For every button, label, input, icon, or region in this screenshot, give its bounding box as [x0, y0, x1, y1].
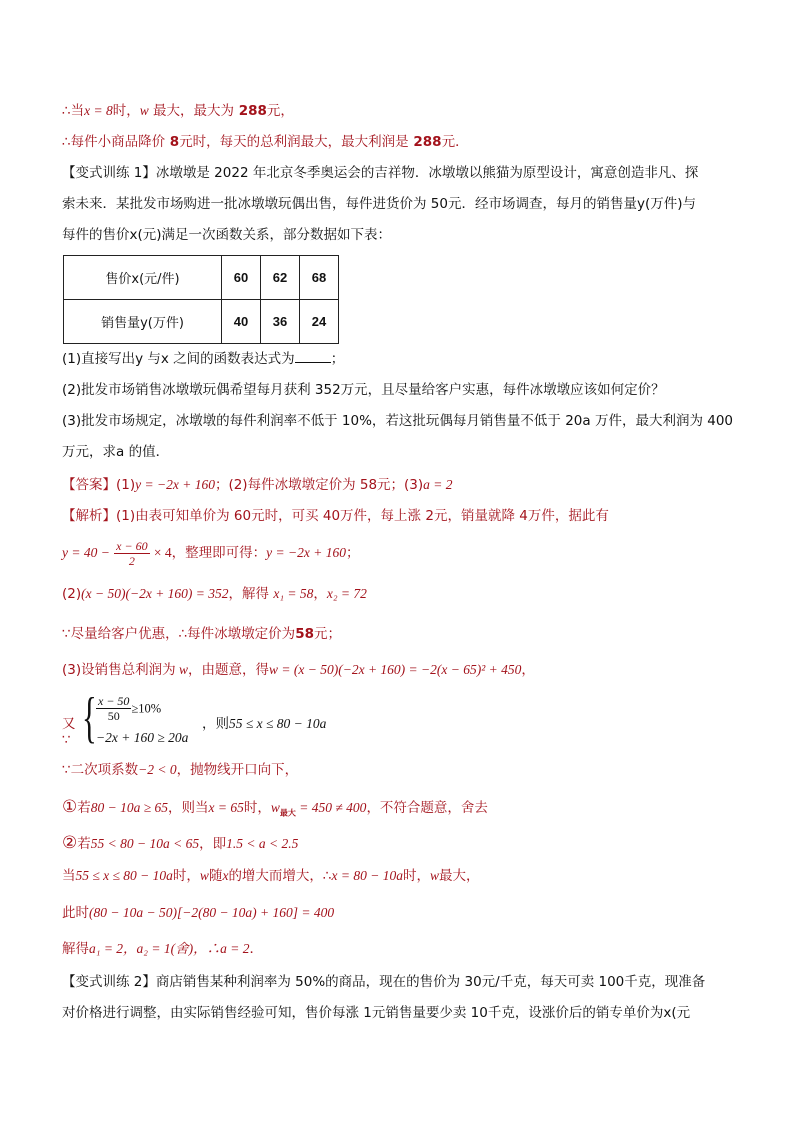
analysis-line-9: 解得a₁ = 2，a₂ = 1(舍)，∴a = 2． — [62, 941, 263, 957]
table-cell: 40 — [222, 300, 261, 344]
table-cell: 68 — [300, 256, 339, 300]
table-cell: 60 — [222, 256, 261, 300]
problem2-line-2: 对价格进行调整，由实际销售经验可知，售价每涨 1元销售量要少卖 10千克，设涨价后的销专单价为x(元 — [62, 1005, 691, 1021]
question-3-line-1: (3)批发市场规定，冰墩墩的每件利润率不低于 10%，若这批玩偶每月销售量不低于 20a 万件，最大利润为 400 — [62, 413, 734, 429]
analysis-line-3: (2)(x − 50)(−2x + 160) = 352，解得 x₁ = 58，x₂ = 72 — [62, 586, 367, 602]
answer-tag: 【答案】 — [62, 477, 116, 493]
problem1-tag: 【变式训练 1】 — [62, 165, 156, 181]
table-row — [64, 256, 339, 300]
table-cell: 24 — [300, 300, 339, 344]
analysis-line-8: 此时(80 − 10a − 50)[−2(80 − 10a) + 160] = 400 — [62, 905, 335, 921]
analysis-line-4: ∵尽量给客户优惠，∴每件冰墩墩定价为58元； — [62, 626, 341, 642]
price-sales-table — [63, 255, 339, 344]
case-2: ②若55 < 80 − 10a < 65，即1.5 < a < 2.5 — [62, 833, 299, 853]
table-cell: 36 — [261, 300, 300, 344]
table-row — [64, 300, 339, 344]
table-row-label: 销售量y(万件) — [64, 300, 222, 344]
fraction: $\frac{x - 50}{50}$ — [98, 694, 130, 723]
problem1-line-2: 索未来．某批发市场购进一批冰墩墩玩偶出售，每件进货价为 50元．经市场调查，每月的销售量y(万件)与 — [62, 196, 696, 212]
analysis-tag: 【解析】 — [62, 508, 116, 524]
left-brace: { — [82, 687, 97, 749]
analysis-line-2: y = 40 − $\frac{x - 60}{2}$ × 4，整理即可得：y = −2x + 160； — [62, 538, 360, 568]
document-page: ∴当x = 8时，w 最大，最大为 288元， ∴每件小商品降价 8元时，每天的总利润最大，最大利润是 288元． 【变式训练 1】冰墩墩是 2022 年北京冬季奥运会的吉祥物．冰墩墩以熊猫为原型设计，寓意创造非凡、探 索未来．某批发市场购进一批冰墩墩玩偶出售，每件进货价为 50元．经市场调查，每月的销售量y(万件)与 每件的售价x(元)满足一次函数关系，部分数据如下表： 售价x(元/件) 60 62 68 销售量y(万件) 40 36 24 (1)直接写出y 与x 之间的函数表达式为 ； (2)批发市场销售冰墩墩玩偶希望每月获利 352万元，且尽量给客户实惠，每件冰墩墩应该如何定价？ (3)批发市场规定，冰墩墩的每件利润率不低于 10%，若这批玩偶每月销售量不低于 20a 万件，最大利润为 400 万元，求a 的值． 【答案】(1)y = −2x + 160；(2)每件冰墩墩定价为 58元；(3)a = 2 【解析】(1)由表可知单价为 60元时，可买 40万件，每上涨 2元，销量就降 4万件，据此有 y = 40 − $\frac{x - 60}{2}$ × 4，整理即可得：y = −2x + 160； (2)(x − 50)(−2x + 160) = 352，解得 x₁ = 58，x₂ = 72 ∵尽量给客户优惠，∴每件冰墩墩定价为58元； (3)设销售总利润为 w，由题意，得w = (x − 50)(−2x + 160) = −2(x − 65)² + 450， 又∵ { $\frac{x - 50}{50}$ ≥10% −2x + 160 ≥ 20a ，则55 ≤ x ≤ 80 − 10a ∵二次项系数−2 < 0，抛物线开口向下， ①若80 − 10a ≥ 65，则当x = 65时，$w_{最大} = 450 \ne 400$，不符合题意，舍去 ②若55 < 80 − 10a < 65，即1.5 < a < 2.5 当55 ≤ x ≤ 80 − 10a时，w随x的增大而增大，∴x = 80 − 10a时，w最大， 此时(80 − 10a − 50)[−2(80 − 10a) + 160] = 400 解得a₁ = 2，a₂ = 1(舍)，∴a = 2． 【变式训练 2】商店销售某种利润率为 50%的商品，现在的售价为 30元/千克，每天可卖 100千克，现准备 对价格进行调整，由实际销售经验可知，售价每涨 1元销售量要少卖 10千克，设涨价后的销专单价为x(元 — [62, 103, 734, 1021]
fraction: $\frac{x - 60}{2}$ — [116, 538, 148, 568]
table-cell: 62 — [261, 256, 300, 300]
conclusion-line-1: ∴当x = 8时，w 最大，最大为 288元， — [62, 103, 294, 119]
analysis-line-1: 【解析】(1)由表可知单价为 60元时，可买 40万件，每上涨 2元，销量就降 4万件，据此有 — [62, 508, 609, 524]
problem2-line-1: 【变式训练 2】商店销售某种利润率为 50%的商品，现在的售价为 30元/千克，每天可卖 100千克，现准备 — [62, 974, 706, 990]
answer-blank — [295, 350, 331, 363]
answer-line: 【答案】(1)y = −2x + 160；(2)每件冰墩墩定价为 58元；(3)a = 2 — [62, 477, 453, 493]
question-2: (2)批发市场销售冰墩墩玩偶希望每月获利 352万元，且尽量给客户实惠，每件冰墩墩应该如何定价？ — [62, 382, 665, 398]
table-row-label: 售价x(元/件) — [64, 256, 222, 300]
case-1: ①若80 − 10a ≥ 65，则当x = 65时，$w_{最大} = 450 \ne 400$，不符合题意，舍去 — [62, 797, 488, 818]
question-3-line-2: 万元，求a 的值． — [62, 444, 170, 460]
conclusion-line-2: ∴每件小商品降价 8元时，每天的总利润最大，最大利润是 288元． — [62, 134, 469, 150]
problem2-tag: 【变式训练 2】 — [62, 974, 156, 990]
problem1-line-1: 【变式训练 1】冰墩墩是 2022 年北京冬季奥运会的吉祥物．冰墩墩以熊猫为原型设计，寓意创造非凡、探 — [62, 165, 699, 181]
analysis-line-5: (3)设销售总利润为 w，由题意，得w = (x − 50)(−2x + 160) = −2(x − 65)² + 450， — [62, 662, 535, 678]
analysis-line-7: 当55 ≤ x ≤ 80 − 10a时，w随x的增大而增大，∴x = 80 − 10a时，w最大， — [62, 868, 480, 884]
analysis-line-6: ∵二次项系数−2 < 0，抛物线开口向下， — [62, 762, 299, 778]
question-1: (1)直接写出y 与x 之间的函数表达式为 ； — [62, 351, 345, 367]
problem1-line-3: 每件的售价x(元)满足一次函数关系，部分数据如下表： — [62, 227, 392, 243]
